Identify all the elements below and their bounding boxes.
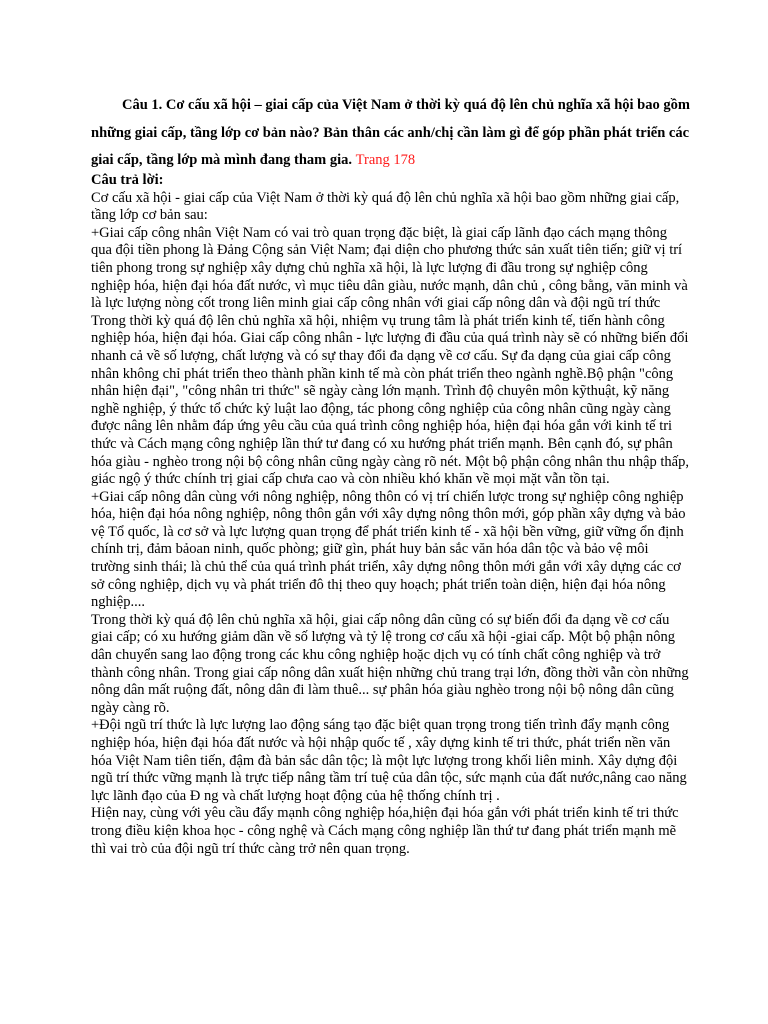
answer-paragraph: trường sinh thái; là chủ thể của quá trình phát triển, xây dựng nông thôn mới gắn với xây dựng các cơ sở công nghiệp, dịch vụ và phát triển đô thị theo quy hoạch; phát triển toàn diện, hiện đại hóa nông nghiệp....: [91, 559, 681, 611]
answer-block: [91, 172, 689, 858]
question-text: Cơ cấu xã hội – giai cấp của Việt Nam ở thời kỳ quá độ lên chủ nghĩa xã hội bao gồm những giai cấp, tầng lớp cơ bản nào? Bản thân các anh/chị cần làm gì để góp phần phát triển các giai cấp, tầng lớp mà mình đang tham gia: [91, 97, 690, 168]
question-number: Câu 1.: [122, 97, 163, 113]
answer-heading: Câu trả lời:: [91, 172, 164, 188]
answer-paragraph: +Giai cấp nông dân cùng với nông nghiệp, nông thôn có vị trí chiến lược trong sự nghiệp công nghiệp hóa, hiện đại hóa nông nghiệp, nông thôn gắn với xây dựng nông thôn mới, góp phần xây dựng và bảo vệ Tổ quốc, là cơ sở và lực lượng quan trọng để phát triển kinh tế - xã hội bền vững, giữ vững ổn định chính trị, đảm bảoan ninh, quốc phòng; giữ gìn, phát huy bản sắc văn hóa dân tộc và bảo vệ môi: [91, 488, 686, 558]
answer-paragraph: +Đội ngũ trí thức là lực lượng lao động sáng tạo đặc biệt quan trọng trong tiến trình đẩy mạnh công nghiệp hóa, hiện đại hóa đất nước và hội nhập quốc tế , xây dựng kinh tế tri thức, phát triển nền văn hóa Việt Nam tiên tiến, đậm đà bản sắc dân tộc; là một lực lượng trong khối liên minh. Xây dựng đội ngũ trí thức vững mạnh là trực tiếp nâng tầm trí tuệ của dân tộc, sức mạnh của đất nước,nâng cao năng lực lãnh đạo của Đ ng và chất lượng hoạt động của hệ thống chính trị .: [91, 717, 687, 804]
page-reference: Trang 178: [355, 152, 416, 168]
answer-paragraph: Cơ cấu xã hội - giai cấp của Việt Nam ở thời kỳ quá độ lên chủ nghĩa xã hội bao gồm những giai cấp, tầng lớp cơ bản sau:: [91, 189, 680, 224]
answer-paragraph: Trong thời kỳ quá độ lên chủ nghĩa xã hội, giai cấp nông dân cũng có sự biến đổi đa dạng về cơ cấu giai cấp; có xu hướng giảm dần về số lượng và tỷ lệ trong cơ cấu xã hội -giai cấp. Một bộ phận nông dân chuyển sang lao động trong các khu công nghiệp hoặc dịch vụ có tính chất công nghiệp và trở thành công nhân. Trong giai cấp nông dân xuất hiện những chủ trang trại lớn, đồng thời vẫn còn những nông dân mất ruộng đất, nông dân đi làm thuê... sự phân hóa giàu nghèo trong nội bộ nông dân cũng ngày càng rõ.: [91, 611, 689, 716]
answer-paragraph: Hiện nay, cùng với yêu cầu đẩy mạnh công nghiệp hóa,hiện đại hóa gắn với phát triển kinh tế tri thức trong điều kiện khoa học - công nghệ và Cách mạng công nghiệp lần thứ tư đang phát triển mạnh mẽ thì vai trò của đội ngũ trí thức càng trở nên quan trọng.: [91, 805, 679, 857]
answer-paragraph: Trong thời kỳ quá độ lên chủ nghĩa xã hội, nhiệm vụ trung tâm là phát triển kinh tế, tiến hành công nghiệp hóa, hiện đại hóa. Giai cấp công nhân - lực lượng đi đầu của quá trình này sẽ có những biến đổi nhanh cả về số lượng, chất lượng và có sự thay đổi đa dạng về cơ cấu. Sự đa dạng của giai cấp công nhân không chỉ phát triển theo thành phần kinh tế mà còn phát triển theo ngành nghề.Bộ phận "công nhân hiện đại", "công nhân tri thức" sẽ ngày càng lớn mạnh. Trình độ chuyên môn kỹthuật, kỹ năng nghề nghiệp, ý thức tổ chức kỷ luật lao động, tác phong công nghiệp của công nhân cũng ngày càng được nâng lên nhằm đáp ứng yêu cầu của quá trình công nghiệp hóa, hiện đại hóa gắn với kinh tế tri thức và Cách mạng công nghiệp lần thứ tư đang có xu hướng phát triển mạnh. Bên cạnh đó, sự phân hóa giàu - nghèo trong nội bộ công nhân cũng ngày càng rõ nét. Một bộ phận công nhân thu nhập thấp, giác ngộ ý thức chính trị giai cấp chưa cao và còn nhiều khó khăn về mọi mặt vẫn tồn tại.: [91, 312, 689, 488]
question-punct: .: [348, 152, 353, 168]
question-block: [91, 92, 691, 175]
answer-paragraph: +Giai cấp công nhân Việt Nam có vai trò quan trọng đặc biệt, là giai cấp lãnh đạo cách mạng thông qua đội tiền phong là Đảng Cộng sản Việt Nam; đại diện cho phương thức sản xuất tiên tiến; giữ vị trí tiên phong trong sự nghiệp xây dựng chủ nghĩa xã hội, là lực lượng đi đầu trong sự nghiệp công nghiệp hóa, hiện đại hóa đất nước, vì mục tiêu dân giàu, nước mạnh, dân chủ , công bằng, văn minh và là lực lượng nòng cốt trong liên minh giai cấp công nhân với giai cấp nông dân và đội ngũ trí thức: [91, 224, 688, 312]
